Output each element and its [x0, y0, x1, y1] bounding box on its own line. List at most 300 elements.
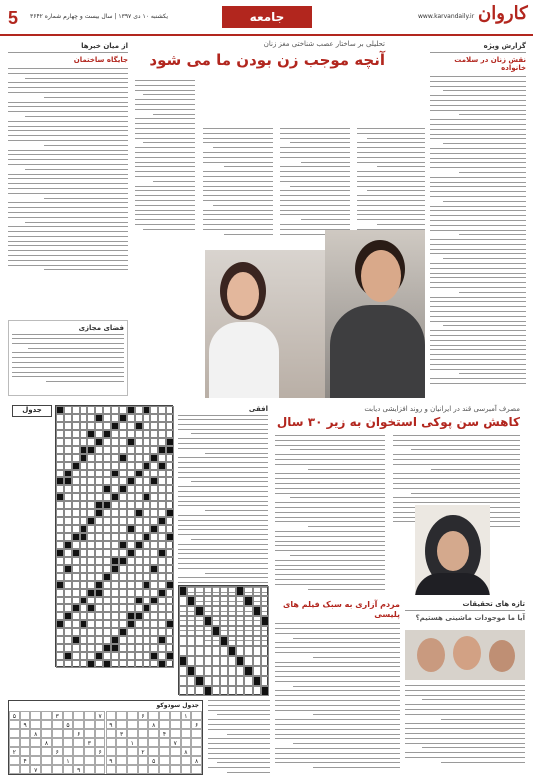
crossword-cell[interactable]: [127, 549, 135, 557]
crossword-cell[interactable]: [103, 446, 111, 454]
crossword-cell[interactable]: [158, 620, 166, 628]
small-puzzle-cell[interactable]: [195, 616, 203, 626]
sudoku-cell[interactable]: ۹: [106, 756, 117, 765]
small-puzzle-cell[interactable]: [228, 666, 236, 676]
small-puzzle-cell[interactable]: [244, 636, 252, 646]
small-puzzle-cell[interactable]: [244, 646, 252, 656]
sudoku-cell[interactable]: [116, 765, 127, 774]
crossword-cell[interactable]: [72, 477, 80, 485]
crossword-cell[interactable]: [87, 541, 95, 549]
crossword-cell[interactable]: [72, 557, 80, 565]
crossword-cell[interactable]: [127, 581, 135, 589]
crossword-cell[interactable]: [166, 604, 174, 612]
crossword-cell[interactable]: [166, 581, 174, 589]
crossword-cell[interactable]: [56, 485, 64, 493]
sudoku-cell[interactable]: [52, 738, 63, 747]
small-puzzle-cell[interactable]: [228, 646, 236, 656]
crossword-cell[interactable]: [127, 517, 135, 525]
sudoku-cell[interactable]: [191, 765, 202, 774]
small-puzzle-cell[interactable]: [261, 686, 269, 696]
sudoku-cell[interactable]: [84, 747, 95, 756]
crossword-cell[interactable]: [95, 525, 103, 533]
crossword-cell[interactable]: [87, 573, 95, 581]
sudoku-cell[interactable]: [84, 720, 95, 729]
crossword-cell[interactable]: [64, 446, 72, 454]
small-puzzle-cell[interactable]: [179, 676, 187, 686]
sudoku-cell[interactable]: [148, 711, 159, 720]
sudoku-cell[interactable]: [84, 711, 95, 720]
crossword-cell[interactable]: [103, 541, 111, 549]
crossword-cell[interactable]: [56, 589, 64, 597]
crossword-cell[interactable]: [143, 477, 151, 485]
crossword-cell[interactable]: [119, 430, 127, 438]
crossword-cell[interactable]: [111, 636, 119, 644]
small-puzzle-cell[interactable]: [228, 586, 236, 596]
crossword-cell[interactable]: [127, 589, 135, 597]
crossword-cell[interactable]: [150, 406, 158, 414]
sudoku-cell[interactable]: [170, 729, 181, 738]
crossword-cell[interactable]: [158, 470, 166, 478]
crossword-cell[interactable]: [127, 509, 135, 517]
crossword-cell[interactable]: [80, 462, 88, 470]
crossword-cell[interactable]: [119, 446, 127, 454]
small-puzzle-cell[interactable]: [244, 676, 252, 686]
crossword-cell[interactable]: [103, 462, 111, 470]
crossword-cell[interactable]: [158, 414, 166, 422]
small-puzzle-cell[interactable]: [220, 626, 228, 636]
crossword-cell[interactable]: [158, 589, 166, 597]
sudoku-cell[interactable]: [30, 747, 41, 756]
crossword-cell[interactable]: [87, 597, 95, 605]
crossword-cell[interactable]: [111, 565, 119, 573]
crossword-cell[interactable]: [166, 612, 174, 620]
crossword-cell[interactable]: [56, 660, 64, 668]
crossword-cell[interactable]: [72, 462, 80, 470]
crossword-cell[interactable]: [127, 533, 135, 541]
crossword-cell[interactable]: [95, 501, 103, 509]
crossword-cell[interactable]: [166, 501, 174, 509]
crossword-cell[interactable]: [111, 557, 119, 565]
crossword-cell[interactable]: [158, 636, 166, 644]
sudoku-cell[interactable]: ۴: [159, 729, 170, 738]
crossword-cell[interactable]: [64, 406, 72, 414]
small-puzzle-cell[interactable]: [228, 636, 236, 646]
crossword-cell[interactable]: [166, 557, 174, 565]
crossword-cell[interactable]: [56, 581, 64, 589]
crossword-cell[interactable]: [80, 644, 88, 652]
crossword-cell[interactable]: [135, 414, 143, 422]
crossword-cell[interactable]: [103, 604, 111, 612]
crossword-cell[interactable]: [56, 636, 64, 644]
crossword-cell[interactable]: [119, 589, 127, 597]
crossword-cell[interactable]: [56, 430, 64, 438]
crossword-cell[interactable]: [72, 581, 80, 589]
crossword-cell[interactable]: [72, 644, 80, 652]
crossword-cell[interactable]: [135, 533, 143, 541]
sudoku-cell[interactable]: ۱: [181, 711, 192, 720]
crossword-cell[interactable]: [72, 628, 80, 636]
sudoku-cell[interactable]: [191, 729, 202, 738]
crossword-cell[interactable]: [166, 628, 174, 636]
small-puzzle-cell[interactable]: [253, 666, 261, 676]
crossword-cell[interactable]: [80, 636, 88, 644]
sudoku-cell[interactable]: [127, 729, 138, 738]
sudoku-cell[interactable]: ۸: [30, 729, 41, 738]
crossword-cell[interactable]: [103, 533, 111, 541]
sudoku-cell[interactable]: [159, 747, 170, 756]
crossword-cell[interactable]: [95, 533, 103, 541]
crossword-cell[interactable]: [56, 477, 64, 485]
crossword-cell[interactable]: [166, 589, 174, 597]
crossword-cell[interactable]: [103, 557, 111, 565]
crossword-cell[interactable]: [72, 573, 80, 581]
crossword-cell[interactable]: [127, 557, 135, 565]
small-puzzle-cell[interactable]: [179, 686, 187, 696]
sudoku-cell[interactable]: ۶: [73, 729, 84, 738]
crossword-cell[interactable]: [56, 517, 64, 525]
small-puzzle-cell[interactable]: [195, 606, 203, 616]
small-puzzle-cell[interactable]: [204, 666, 212, 676]
crossword-cell[interactable]: [119, 517, 127, 525]
sudoku-cell[interactable]: [9, 720, 20, 729]
crossword-cell[interactable]: [127, 644, 135, 652]
crossword-cell[interactable]: [103, 644, 111, 652]
small-puzzle-cell[interactable]: [204, 686, 212, 696]
sudoku-cell[interactable]: [148, 747, 159, 756]
small-puzzle-cell[interactable]: [179, 586, 187, 596]
crossword-cell[interactable]: [111, 454, 119, 462]
crossword-cell[interactable]: [158, 573, 166, 581]
crossword-cell[interactable]: [150, 462, 158, 470]
crossword-cell[interactable]: [119, 620, 127, 628]
crossword-cell[interactable]: [72, 422, 80, 430]
crossword-cell[interactable]: [103, 652, 111, 660]
small-puzzle-cell[interactable]: [261, 606, 269, 616]
small-puzzle-cell[interactable]: [220, 606, 228, 616]
crossword-cell[interactable]: [111, 462, 119, 470]
crossword-cell[interactable]: [135, 470, 143, 478]
crossword-cell[interactable]: [143, 541, 151, 549]
crossword-cell[interactable]: [166, 438, 174, 446]
sudoku-cell[interactable]: [116, 738, 127, 747]
crossword-cell[interactable]: [135, 604, 143, 612]
sudoku-cell[interactable]: [9, 765, 20, 774]
small-puzzle-cell[interactable]: [187, 676, 195, 686]
crossword-cell[interactable]: [64, 517, 72, 525]
small-puzzle-cell[interactable]: [236, 616, 244, 626]
small-puzzle-cell[interactable]: [204, 606, 212, 616]
crossword-cell[interactable]: [135, 565, 143, 573]
crossword-cell[interactable]: [72, 541, 80, 549]
small-puzzle-cell[interactable]: [179, 636, 187, 646]
small-puzzle-cell[interactable]: [195, 626, 203, 636]
website-link[interactable]: www.karvandaily.ir: [418, 13, 475, 20]
crossword-cell[interactable]: [56, 533, 64, 541]
crossword-cell[interactable]: [72, 660, 80, 668]
crossword-cell[interactable]: [56, 406, 64, 414]
crossword-cell[interactable]: [135, 597, 143, 605]
crossword-cell[interactable]: [103, 628, 111, 636]
crossword-cell[interactable]: [111, 406, 119, 414]
crossword-cell[interactable]: [95, 589, 103, 597]
crossword-cell[interactable]: [64, 644, 72, 652]
crossword-cell[interactable]: [64, 509, 72, 517]
crossword-cell[interactable]: [127, 541, 135, 549]
crossword-cell[interactable]: [103, 406, 111, 414]
sudoku-cell[interactable]: [84, 765, 95, 774]
small-puzzle-cell[interactable]: [212, 686, 220, 696]
crossword-cell[interactable]: [135, 573, 143, 581]
crossword-cell[interactable]: [111, 660, 119, 668]
crossword-cell[interactable]: [150, 557, 158, 565]
small-puzzle-cell[interactable]: [253, 676, 261, 686]
crossword-cell[interactable]: [166, 446, 174, 454]
crossword-cell[interactable]: [103, 477, 111, 485]
crossword-cell[interactable]: [166, 430, 174, 438]
crossword-cell[interactable]: [135, 446, 143, 454]
sudoku-cell[interactable]: [84, 729, 95, 738]
small-puzzle-cell[interactable]: [179, 596, 187, 606]
crossword-cell[interactable]: [80, 446, 88, 454]
crossword-cell[interactable]: [143, 414, 151, 422]
crossword-cell[interactable]: [143, 644, 151, 652]
small-puzzle-cell[interactable]: [195, 636, 203, 646]
crossword-cell[interactable]: [87, 501, 95, 509]
crossword-cell[interactable]: [80, 509, 88, 517]
crossword-cell[interactable]: [119, 533, 127, 541]
small-puzzle-cell[interactable]: [187, 606, 195, 616]
crossword-cell[interactable]: [64, 620, 72, 628]
crossword-cell[interactable]: [56, 493, 64, 501]
crossword-cell[interactable]: [143, 628, 151, 636]
sudoku-cell[interactable]: [127, 711, 138, 720]
sudoku-cell[interactable]: [95, 720, 106, 729]
small-puzzle-cell[interactable]: [204, 626, 212, 636]
crossword-cell[interactable]: [80, 589, 88, 597]
crossword-cell[interactable]: [111, 525, 119, 533]
small-puzzle-cell[interactable]: [228, 596, 236, 606]
small-puzzle-cell[interactable]: [212, 646, 220, 656]
small-puzzle-cell[interactable]: [244, 666, 252, 676]
sudoku-cell[interactable]: ۱: [63, 756, 74, 765]
crossword-cell[interactable]: [127, 565, 135, 573]
crossword-cell[interactable]: [150, 430, 158, 438]
crossword-cell[interactable]: [95, 581, 103, 589]
crossword-cell[interactable]: [56, 509, 64, 517]
sudoku-cell[interactable]: [170, 756, 181, 765]
crossword-cell[interactable]: [80, 430, 88, 438]
sudoku-cell[interactable]: [30, 711, 41, 720]
crossword-cell[interactable]: [158, 406, 166, 414]
crossword-cell[interactable]: [166, 406, 174, 414]
sudoku-cell[interactable]: [73, 711, 84, 720]
crossword-cell[interactable]: [119, 557, 127, 565]
crossword-cell[interactable]: [111, 509, 119, 517]
sudoku-cell[interactable]: [159, 756, 170, 765]
sudoku-cell[interactable]: [30, 738, 41, 747]
sudoku-cell[interactable]: [20, 738, 31, 747]
crossword-cell[interactable]: [111, 620, 119, 628]
crossword-cell[interactable]: [87, 477, 95, 485]
crossword-cell[interactable]: [119, 501, 127, 509]
crossword-cell[interactable]: [166, 454, 174, 462]
crossword-cell[interactable]: [143, 525, 151, 533]
crossword-cell[interactable]: [87, 589, 95, 597]
sudoku-cell[interactable]: [63, 738, 74, 747]
crossword-cell[interactable]: [87, 636, 95, 644]
sudoku-cell[interactable]: [41, 765, 52, 774]
crossword-cell[interactable]: [64, 573, 72, 581]
crossword-cell[interactable]: [150, 470, 158, 478]
crossword-cell[interactable]: [166, 414, 174, 422]
crossword-cell[interactable]: [103, 581, 111, 589]
crossword-cell[interactable]: [87, 628, 95, 636]
small-puzzle-cell[interactable]: [228, 626, 236, 636]
crossword-cell[interactable]: [80, 549, 88, 557]
crossword-cell[interactable]: [72, 493, 80, 501]
crossword-cell[interactable]: [158, 557, 166, 565]
crossword-cell[interactable]: [119, 565, 127, 573]
crossword-cell[interactable]: [127, 636, 135, 644]
sudoku-cell[interactable]: ۵: [63, 720, 74, 729]
crossword-cell[interactable]: [135, 525, 143, 533]
small-puzzle-cell[interactable]: [187, 616, 195, 626]
crossword-cell[interactable]: [158, 604, 166, 612]
crossword-cell[interactable]: [111, 414, 119, 422]
crossword-cell[interactable]: [87, 446, 95, 454]
crossword-cell[interactable]: [119, 573, 127, 581]
crossword-cell[interactable]: [103, 549, 111, 557]
crossword-cell[interactable]: [166, 493, 174, 501]
crossword-cell[interactable]: [143, 501, 151, 509]
sudoku-cell[interactable]: [181, 729, 192, 738]
crossword-cell[interactable]: [56, 644, 64, 652]
crossword-cell[interactable]: [166, 541, 174, 549]
crossword-cell[interactable]: [56, 422, 64, 430]
crossword-cell[interactable]: [87, 660, 95, 668]
crossword-cell[interactable]: [143, 406, 151, 414]
crossword-cell[interactable]: [95, 477, 103, 485]
crossword-cell[interactable]: [127, 454, 135, 462]
crossword-cell[interactable]: [72, 589, 80, 597]
crossword-cell[interactable]: [80, 438, 88, 446]
crossword-cell[interactable]: [56, 414, 64, 422]
crossword-cell[interactable]: [150, 541, 158, 549]
crossword-cell[interactable]: [127, 525, 135, 533]
crossword-cell[interactable]: [56, 549, 64, 557]
small-puzzle-cell[interactable]: [253, 686, 261, 696]
small-puzzle-cell[interactable]: [261, 666, 269, 676]
crossword-cell[interactable]: [135, 660, 143, 668]
crossword-cell[interactable]: [103, 414, 111, 422]
crossword-cell[interactable]: [64, 628, 72, 636]
crossword-cell[interactable]: [80, 414, 88, 422]
crossword-cell[interactable]: [166, 620, 174, 628]
small-puzzle-cell[interactable]: [212, 616, 220, 626]
crossword-cell[interactable]: [80, 422, 88, 430]
sudoku-cell[interactable]: [127, 756, 138, 765]
crossword-cell[interactable]: [72, 454, 80, 462]
small-puzzle-cell[interactable]: [253, 646, 261, 656]
crossword-cell[interactable]: [135, 628, 143, 636]
sudoku-cell[interactable]: [41, 729, 52, 738]
crossword-cell[interactable]: [80, 660, 88, 668]
crossword-grid[interactable]: [55, 405, 173, 667]
crossword-cell[interactable]: [166, 636, 174, 644]
small-puzzle-cell[interactable]: [261, 646, 269, 656]
crossword-cell[interactable]: [150, 549, 158, 557]
crossword-cell[interactable]: [103, 660, 111, 668]
crossword-cell[interactable]: [72, 652, 80, 660]
sudoku-cell[interactable]: ۱: [127, 738, 138, 747]
small-puzzle-cell[interactable]: [244, 656, 252, 666]
crossword-cell[interactable]: [143, 470, 151, 478]
crossword-cell[interactable]: [143, 485, 151, 493]
sudoku-cell[interactable]: [9, 756, 20, 765]
crossword-cell[interactable]: [64, 604, 72, 612]
crossword-cell[interactable]: [143, 422, 151, 430]
crossword-cell[interactable]: [158, 581, 166, 589]
crossword-cell[interactable]: [143, 509, 151, 517]
crossword-cell[interactable]: [56, 597, 64, 605]
crossword-cell[interactable]: [158, 612, 166, 620]
sudoku-cell[interactable]: [41, 711, 52, 720]
crossword-cell[interactable]: [111, 422, 119, 430]
crossword-cell[interactable]: [143, 430, 151, 438]
sudoku-cell[interactable]: ۸: [41, 738, 52, 747]
crossword-cell[interactable]: [80, 533, 88, 541]
sudoku-cell[interactable]: ۸: [191, 756, 202, 765]
crossword-cell[interactable]: [127, 620, 135, 628]
crossword-cell[interactable]: [95, 652, 103, 660]
crossword-cell[interactable]: [103, 509, 111, 517]
crossword-cell[interactable]: [95, 438, 103, 446]
crossword-cell[interactable]: [56, 628, 64, 636]
crossword-cell[interactable]: [72, 565, 80, 573]
small-puzzle-cell[interactable]: [236, 596, 244, 606]
sudoku-cell[interactable]: ۹: [20, 720, 31, 729]
crossword-cell[interactable]: [119, 493, 127, 501]
crossword-cell[interactable]: [119, 454, 127, 462]
crossword-cell[interactable]: [111, 493, 119, 501]
crossword-cell[interactable]: [150, 604, 158, 612]
crossword-cell[interactable]: [87, 581, 95, 589]
crossword-cell[interactable]: [119, 652, 127, 660]
small-puzzle-cell[interactable]: [228, 676, 236, 686]
crossword-cell[interactable]: [64, 541, 72, 549]
crossword-cell[interactable]: [80, 470, 88, 478]
small-puzzle-cell[interactable]: [253, 596, 261, 606]
small-puzzle-cell[interactable]: [220, 636, 228, 646]
crossword-cell[interactable]: [150, 509, 158, 517]
sudoku-cell[interactable]: [106, 729, 117, 738]
crossword-cell[interactable]: [95, 454, 103, 462]
crossword-cell[interactable]: [158, 628, 166, 636]
crossword-cell[interactable]: [111, 430, 119, 438]
small-puzzle-cell[interactable]: [253, 626, 261, 636]
crossword-cell[interactable]: [166, 485, 174, 493]
small-puzzle-cell[interactable]: [179, 626, 187, 636]
small-puzzle-cell[interactable]: [220, 686, 228, 696]
crossword-cell[interactable]: [150, 446, 158, 454]
crossword-cell[interactable]: [119, 406, 127, 414]
crossword-cell[interactable]: [135, 589, 143, 597]
crossword-cell[interactable]: [135, 438, 143, 446]
small-puzzle-cell[interactable]: [187, 636, 195, 646]
crossword-cell[interactable]: [150, 636, 158, 644]
crossword-cell[interactable]: [150, 660, 158, 668]
crossword-cell[interactable]: [166, 573, 174, 581]
